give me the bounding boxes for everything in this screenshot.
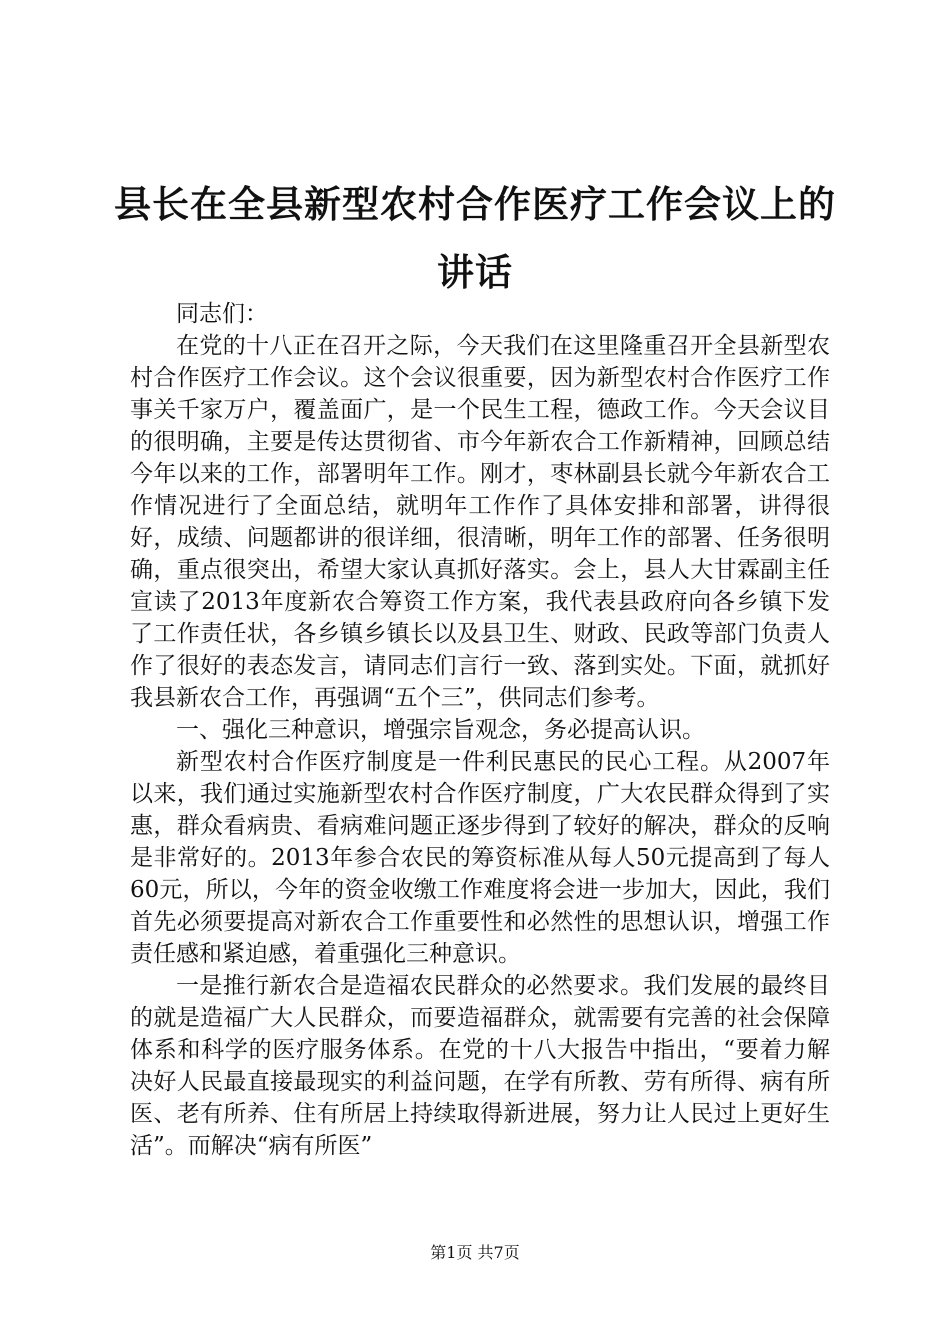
salutation: 同志们： bbox=[176, 301, 268, 327]
document-body bbox=[130, 298, 830, 1162]
page-footer: 第1页 共7页 bbox=[430, 1243, 520, 1262]
paragraph-section-1: 新型农村合作医疗制度是一件利民惠民的民心工程。从2007年以来，我们通过实施新型农村合作医疗制度，广大农民群众得到了实惠，群众看病贵、看病难问题正逐步得到了较好的解决，群众的反响是非常好的。2013年参合农民的筹资标准从每人50元提高到了每人60元，所以，今年的资金收缴工作难度将会进一步加大，因此，我们首先必须要提高对新农合工作重要性和必然性的思想认识，增强工作责任感和紧迫感，着重强化三种意识。 bbox=[130, 749, 830, 967]
paragraph-point-1: 一是推行新农合是造福农民群众的必然要求。我们发展的最终目的就是造福广大人民群众，而要造福群众，就需要有完善的社会保障体系和科学的医疗服务体系。在党的十八大报告中指出，“要着力解决好人民最直接最现实的利益问题，在学有所教、劳有所得、病有所医、老有所养、住有所居上持续取得新进展，努力让人民过上更好生活”。而解决“病有所医” bbox=[130, 973, 830, 1159]
paragraph-intro: 在党的十八正在召开之际，今天我们在这里隆重召开全县新型农村合作医疗工作会议。这个会议很重要，因为新型农村合作医疗工作事关千家万户，覆盖面广，是一个民生工程，德政工作。今天会议目的很明确，主要是传达贯彻省、市今年新农合工作新精神，回顾总结今年以来的工作，部署明年工作。刚才，枣林副县长就今年新农合工作情况进行了全面总结，就明年工作作了具体安排和部署，讲得很好，成绩、问题都讲的很详细，很清晰，明年工作的部署、任务很明确，重点很突出，希望大家认真抓好落实。会上，县人大甘霖副主任宣读了2013年度新农合筹资工作方案，我代表县政府向各乡镇下发了工作责任状，各乡镇乡镇长以及县卫生、财政、民政等部门负责人作了很好的表态发言，请同志们言行一致、落到实处。下面，就抓好我县新农合工作，再强调“五个三”，供同志们参考。 bbox=[130, 333, 830, 711]
document-title: 县长在全县新型农村合作医疗工作会议上的讲话 bbox=[114, 182, 836, 294]
section-heading-1: 一、强化三种意识，增强宗旨观念，务必提高认识。 bbox=[176, 717, 705, 743]
